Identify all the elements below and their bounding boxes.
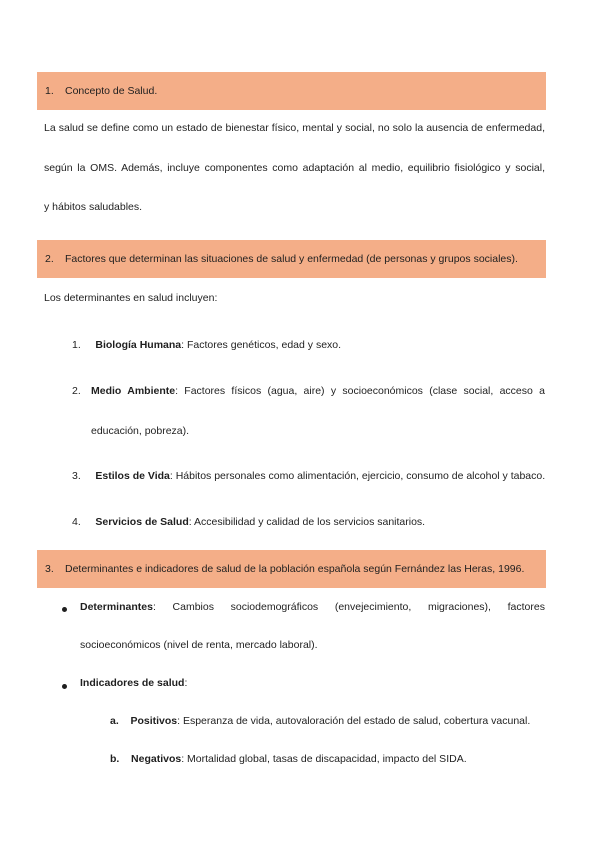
list-text: : Factores físicos (agua, aire) y socioeconómicos (clase social, acceso a — [175, 385, 545, 397]
list-text: : Hábitos personales como alimentación, ejercicio, consumo de alcohol y tabaco. — [169, 470, 546, 482]
list-number: 1. — [72, 339, 81, 351]
section-number: 3. — [45, 563, 54, 575]
list-term: Estilos de Vida — [95, 470, 170, 482]
paragraph-line: y hábitos saludables. — [44, 201, 143, 213]
bullet-line — [80, 601, 545, 613]
bullet-text: : — [184, 677, 188, 689]
section-number: 2. — [45, 253, 54, 265]
sub-item — [110, 715, 530, 727]
paragraph-line: según la OMS. Además, incluye componentes como adaptación al medio, equilibrio fisiológico y social, — [44, 162, 545, 174]
list-number: 3. — [72, 470, 81, 482]
bullet-item — [62, 670, 546, 708]
list-item — [72, 516, 425, 528]
bullet-dot-icon — [62, 607, 67, 612]
section-heading-3 — [37, 550, 546, 588]
sub-item-letter: b. — [110, 753, 120, 765]
list-text: : Factores genéticos, edad y sexo. — [181, 339, 342, 351]
sub-item-term: Positivos — [130, 715, 178, 727]
list-item — [72, 339, 341, 351]
list-text: : Accesibilidad y calidad de los servicios sanitarios. — [188, 516, 426, 528]
bullet-dot-icon — [62, 684, 67, 689]
section-title: Concepto de Salud. — [65, 85, 158, 97]
list-item-line: educación, pobreza). — [91, 425, 190, 437]
list-term: Servicios de Salud — [95, 516, 189, 528]
section-heading-2 — [37, 240, 546, 278]
list-item — [72, 385, 81, 397]
list-term: Biología Humana — [95, 339, 182, 351]
section-heading-1 — [37, 72, 546, 110]
list-item-line — [91, 385, 545, 397]
paragraph-line: La salud se define como un estado de bienestar físico, mental y social, no solo la ausencia de enfermedad, — [44, 122, 545, 134]
section-title: Factores que determinan las situaciones de salud y enfermedad (de personas y grupos sociales). — [65, 253, 518, 265]
sub-item-letter: a. — [110, 715, 119, 727]
list-term: Medio Ambiente — [91, 385, 176, 397]
sub-item-text: : Mortalidad global, tasas de discapacidad, impacto del SIDA. — [181, 753, 467, 765]
bullet-text: : Cambios sociodemográficos (envejecimiento, migraciones), factores — [152, 601, 545, 613]
sub-item-text: : Esperanza de vida, autovaloración del estado de salud, cobertura vacunal. — [177, 715, 531, 727]
list-number: 2. — [72, 385, 81, 397]
section-title: Determinantes e indicadores de salud de la población española según Fernández las Heras, 1996. — [65, 563, 525, 575]
section-intro: Los determinantes en salud incluyen: — [44, 292, 218, 304]
list-number: 4. — [72, 516, 81, 528]
section-number: 1. — [45, 85, 54, 97]
bullet-term: Determinantes — [80, 601, 153, 613]
sub-item-term: Negativos — [131, 753, 182, 765]
bullet-term: Indicadores de salud — [80, 677, 185, 689]
bullet-line: socioeconómicos (nivel de renta, mercado laboral). — [80, 639, 318, 651]
bullet-line — [80, 677, 187, 689]
list-item — [72, 470, 545, 482]
sub-item — [110, 753, 467, 765]
